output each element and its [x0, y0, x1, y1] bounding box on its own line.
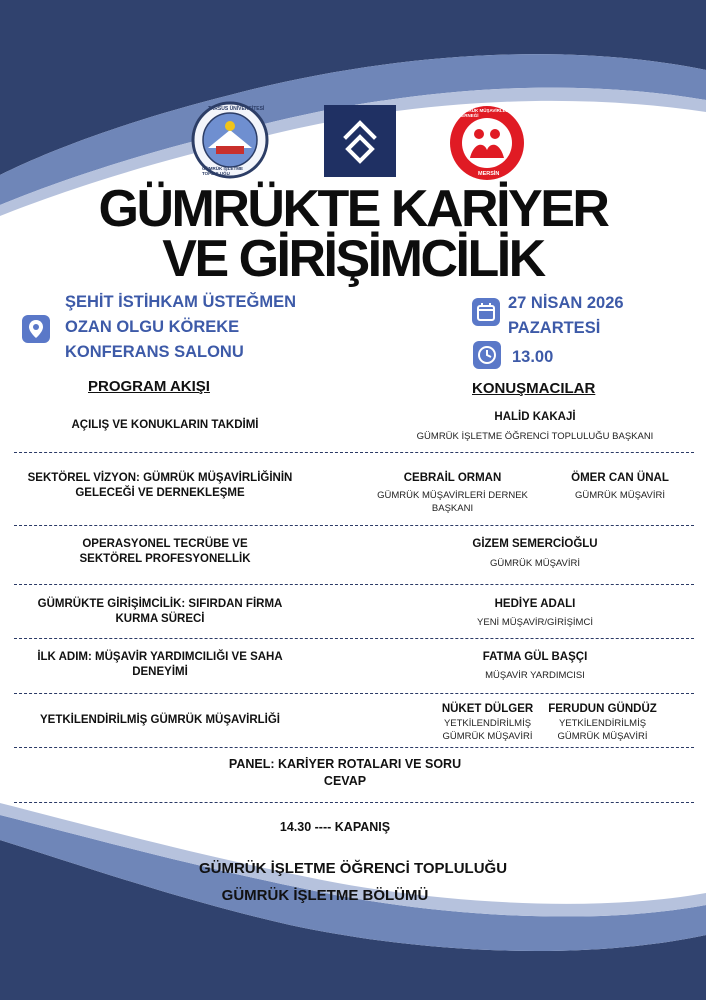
speaker-name: ÖMER CAN ÜNAL [571, 472, 669, 484]
date-line-2: PAZARTESİ [508, 319, 601, 337]
left-logo-ring-bottom: GÜMRÜK İŞLETME TOPLULUĞU [202, 166, 243, 176]
speaker-ferudun-gunduz [540, 702, 665, 743]
speaker-role: GÜMRÜK MÜŞAVİRİ [557, 731, 648, 742]
speaker-role: YETKİLENDİRİLMİŞ [443, 718, 532, 729]
program-header: PROGRAM AKIŞI [88, 378, 210, 395]
right-logo-ring-top: GÜMRÜK MÜŞAVİRLERİ DERNEĞİ [458, 108, 511, 118]
customs-department-logo [324, 105, 396, 177]
venue-line-3: KONFERANS SALONU [65, 343, 244, 361]
date-block [508, 291, 624, 341]
footer-organizer-line-1: GÜMRÜK İŞLETME ÖĞRENCİ TOPLULUĞU [198, 860, 508, 877]
program-item-first-step: İLK ADIM: MÜŞAVİR YARDIMCILIĞI VE SAHA DENEYİMİ [37, 651, 283, 678]
speaker-fatma-gul-basci [380, 650, 690, 682]
speaker-role: BAŞKANI [431, 503, 474, 514]
speaker-name: GİZEM SEMERCİOĞLU [472, 538, 598, 550]
clock-icon [473, 341, 501, 369]
speaker-role: GÜMRÜK İŞLETME ÖĞRENCİ TOPLULUĞU BAŞKANI [416, 431, 654, 442]
program-item-opening: AÇILIŞ VE KONUKLARIN TAKDİMİ [71, 419, 259, 431]
tarsus-university-logo [190, 100, 270, 180]
row-separator [14, 525, 694, 526]
speaker-name: HEDİYE ADALI [494, 598, 576, 610]
speaker-role: YENİ MÜŞAVİR/GİRİŞİMCİ [477, 617, 593, 628]
speaker-name: NÜKET DÜLGER [441, 703, 534, 715]
speaker-omer-can-unal [550, 471, 690, 502]
speaker-gizem-semercioglu [380, 537, 690, 570]
row-separator [14, 584, 694, 585]
speaker-halid-kakaji [380, 410, 690, 443]
time-text: 13.00 [512, 348, 554, 366]
speaker-name: FERUDUN GÜNDÜZ [548, 703, 657, 715]
speakers-header: KONUŞMACILAR [472, 380, 596, 397]
row-separator [14, 747, 694, 748]
left-logo-ring-top: TARSUS ÜNİVERSİTESİ [208, 106, 265, 112]
speaker-name: CEBRAİL ORMAN [403, 472, 502, 484]
event-title [0, 180, 706, 288]
speaker-nuket-dulger [425, 702, 550, 743]
row-separator [14, 452, 694, 453]
row-separator [14, 802, 694, 803]
speaker-role: GÜMRÜK MÜŞAVİRİ [574, 490, 666, 501]
program-item-sector-vision: SEKTÖREL VİZYON: GÜMRÜK MÜŞAVİRLİĞİNİN GELECEĞİ VE DERNEKLEŞME [27, 472, 293, 499]
speaker-cebrail-orman [370, 471, 535, 515]
program-item-operational-experience: OPERASYONEL TECRÜBE VE SEKTÖREL PROFESYONELLİK [79, 538, 251, 565]
date-line-1: 27 NİSAN 2026 [508, 294, 624, 312]
right-logo-ring-bottom: MERSİN [478, 171, 500, 177]
footer-organizer-line-2: GÜMRÜK İŞLETME BÖLÜMÜ [221, 887, 429, 904]
venue-line-2: OZAN OLGU KÖREKE [65, 318, 240, 336]
event-title-line-2: VE GİRİŞİMCİLİK [162, 230, 544, 288]
venue-line-1: ŞEHİT İSTİHKAM ÜSTEĞMEN [65, 293, 297, 311]
calendar-icon [472, 298, 500, 326]
speaker-role: GÜMRÜK MÜŞAVİRLERİ DERNEK [377, 490, 528, 501]
mersin-customs-brokers-association-logo [448, 104, 526, 182]
speaker-role: YETKİLENDİRİLMİŞ [558, 718, 647, 729]
program-item-entrepreneurship: GÜMRÜKTE GİRİŞİMCİLİK: SIFIRDAN FİRMA KURMA SÜRECİ [37, 598, 283, 625]
program-item-authorized-brokerage: YETKİLENDİRİLMİŞ GÜMRÜK MÜŞAVİRLİĞİ [39, 714, 280, 726]
venue-block [65, 290, 296, 365]
speaker-hediye-adali [380, 597, 690, 629]
panel-item: PANEL: KARİYER ROTALARI VE SORU CEVAP [228, 757, 462, 788]
closing-item: 14.30 ---- KAPANIŞ [279, 820, 391, 834]
speaker-name: FATMA GÜL BAŞÇI [482, 651, 588, 663]
event-title-line-1: GÜMRÜKTE KARİYER [98, 180, 608, 238]
speaker-role: GÜMRÜK MÜŞAVİRİ [489, 558, 581, 569]
row-separator [14, 693, 694, 694]
speaker-name: HALİD KAKAJİ [494, 411, 576, 423]
speaker-role: GÜMRÜK MÜŞAVİRİ [442, 731, 533, 742]
speaker-role: MÜŞAVİR YARDIMCISI [485, 670, 585, 681]
row-separator [14, 638, 694, 639]
location-pin-icon [22, 315, 50, 343]
